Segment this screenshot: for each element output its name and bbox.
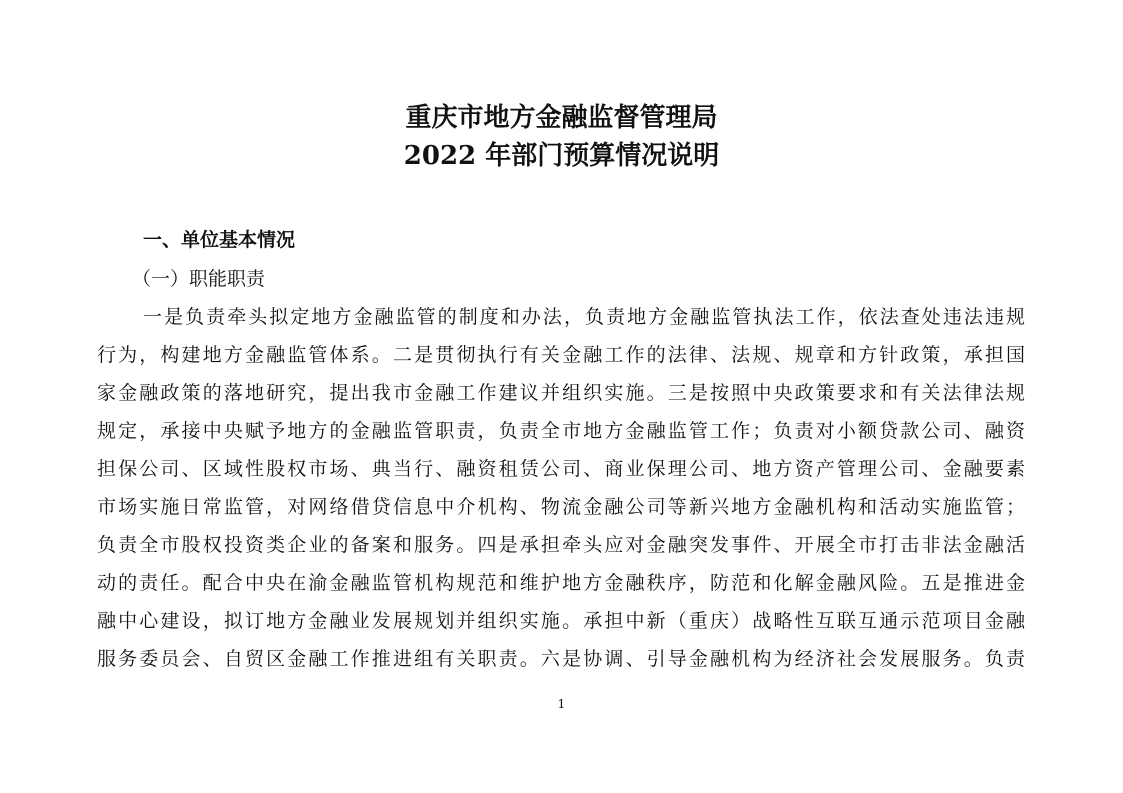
body-text-line: 担保公司、区域性股权市场、典当行、融资租赁公司、商业保理公司、地方资产管理公司、金融要素: [97, 458, 1025, 480]
section-heading: 一、单位基本情况: [143, 229, 296, 251]
document-title-line1: 重庆市地方金融监督管理局: [405, 103, 718, 133]
document-title-line2: 2022 年部门预算情况说明: [403, 141, 720, 171]
body-text-line: 一是负责牵头拟定地方金融监管的制度和办法，负责地方金融监管执法工作，依法查处违法违规: [143, 306, 1025, 328]
body-text-line: 市场实施日常监管，对网络借贷信息中介机构、物流金融公司等新兴地方金融机构和活动实施监管；: [97, 496, 1025, 518]
body-text-line: 负责全市股权投资类企业的备案和服务。四是承担牵头应对金融突发事件、开展全市打击非法金融活: [97, 534, 1025, 556]
body-text-line: 融中心建设，拟订地方金融业发展规划并组织实施。承担中新（重庆）战略性互联互通示范项目金融: [97, 610, 1025, 632]
body-text-line: 家金融政策的落地研究，提出我市金融工作建议并组织实施。三是按照中央政策要求和有关法律法规: [97, 382, 1025, 404]
subsection-heading: （一）职能职责: [132, 268, 266, 290]
page-number: 1: [557, 697, 566, 711]
body-text-line: 行为，构建地方金融监管体系。二是贯彻执行有关金融工作的法律、法规、规章和方针政策，承担国: [97, 344, 1025, 366]
body-text-line: 规定，承接中央赋予地方的金融监管职责，负责全市地方金融监管工作；负责对小额贷款公司、融资: [97, 420, 1025, 442]
body-text-line: 服务委员会、自贸区金融工作推进组有关职责。六是协调、引导金融机构为经济社会发展服务。负责: [97, 648, 1025, 670]
body-text-line: 动的责任。配合中央在渝金融监管机构规范和维护地方金融秩序，防范和化解金融风险。五是推进金: [97, 572, 1025, 594]
